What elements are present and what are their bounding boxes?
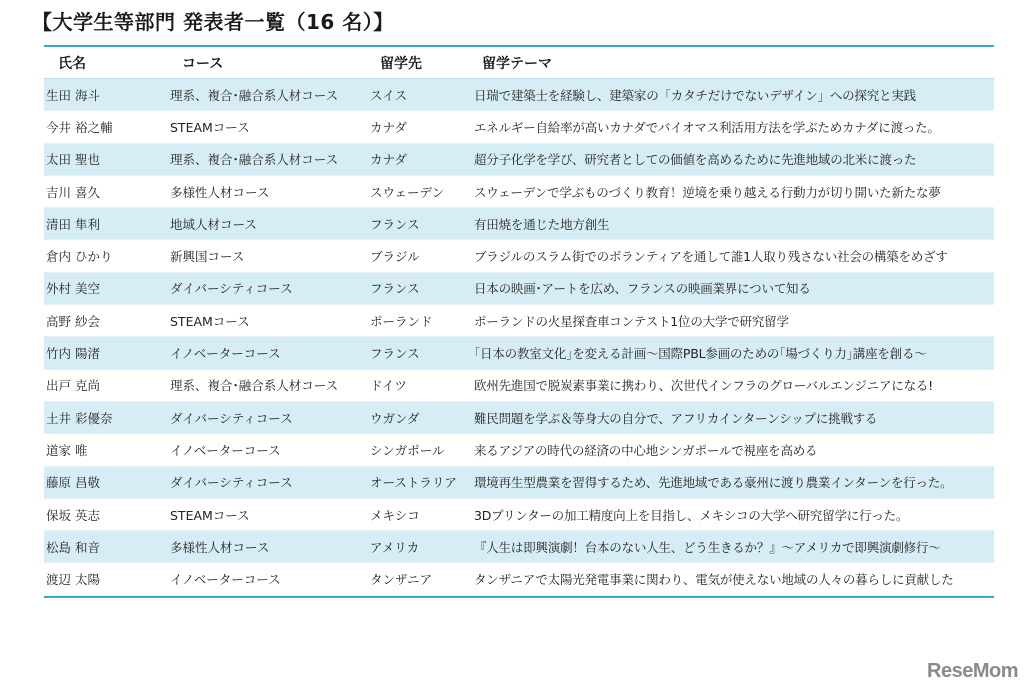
table-row [44,111,994,143]
cell-name: 道家 唯 [44,434,170,466]
cell-name: 清田 隼利 [44,208,170,240]
cell-destination: ドイツ [370,369,474,401]
cell-name: 高野 紗会 [44,305,170,337]
header-name: 氏名 [44,47,170,79]
table-row [44,434,994,466]
cell-course: STEAMコース [170,111,370,143]
cell-theme: スウェーデンで学ぶものづくり教育！逆境を乗り越える行動力が切り開いた新たな夢 [474,175,994,207]
table-row [44,175,994,207]
cell-name: 生田 海斗 [44,79,170,111]
cell-course: イノベーターコース [170,337,370,369]
cell-destination: フランス [370,337,474,369]
resemom-logo: ReseMom [927,660,1018,682]
table-bottom-rule [44,596,994,598]
table-row [44,563,994,595]
cell-name: 倉内 ひかり [44,240,170,272]
cell-name: 土井 彩優奈 [44,401,170,433]
table-header-row [44,47,994,79]
table-header [44,47,994,79]
cell-destination: ウガンダ [370,401,474,433]
presenter-table-container [44,45,994,598]
cell-name: 保坂 英志 [44,498,170,530]
header-theme: 留学テーマ [474,47,994,79]
cell-theme: 来るアジアの時代の経済の中心地シンガポールで視座を高める [474,434,994,466]
table-row [44,240,994,272]
cell-course: イノベーターコース [170,434,370,466]
cell-theme: 有田焼を通じた地方創生 [474,208,994,240]
cell-name: 出戸 克尚 [44,369,170,401]
cell-destination: カナダ [370,111,474,143]
cell-destination: タンザニア [370,563,474,595]
cell-destination: シンガポール [370,434,474,466]
page-title: 【大学生等部門 発表者一覧（16 名）】 [32,10,394,34]
cell-course: ダイバーシティコース [170,466,370,498]
presenter-table [44,47,994,596]
cell-course: 理系、複合･融合系人材コース [170,143,370,175]
cell-destination: ブラジル [370,240,474,272]
cell-theme: 『人生は即興演劇！台本のない人生、どう生きるか？』～アメリカで即興演劇修行～ [474,531,994,563]
table-row [44,305,994,337]
cell-course: 新興国コース [170,240,370,272]
table-row [44,401,994,433]
cell-theme: タンザニアで太陽光発電事業に関わり、電気が使えない地域の人々の暮らしに貢献した [474,563,994,595]
cell-theme: エネルギー自給率が高いカナダでバイオマス利活用方法を学ぶためカナダに渡った。 [474,111,994,143]
cell-course: ダイバーシティコース [170,401,370,433]
cell-course: ダイバーシティコース [170,272,370,304]
cell-destination: オーストラリア [370,466,474,498]
cell-destination: スウェーデン [370,175,474,207]
cell-destination: スイス [370,79,474,111]
cell-course: STEAMコース [170,305,370,337]
table-row [44,531,994,563]
cell-course: 多様性人材コース [170,175,370,207]
cell-name: 松島 和音 [44,531,170,563]
table-row [44,369,994,401]
table-row [44,272,994,304]
cell-theme: 難民問題を学ぶ＆等身大の自分で、アフリカインターンシップに挑戦する [474,401,994,433]
table-row [44,143,994,175]
cell-theme: 超分子化学を学び、研究者としての価値を高めるために先進地域の北米に渡った [474,143,994,175]
header-course: コース [170,47,370,79]
cell-theme: ｢日本の教室文化｣を変える計画～国際PBL参画のための｢場づくり力｣講座を創る～ [474,337,994,369]
cell-destination: フランス [370,208,474,240]
table-row [44,498,994,530]
header-destination: 留学先 [370,47,474,79]
cell-course: イノベーターコース [170,563,370,595]
cell-theme: 日本の映画･アートを広め、フランスの映画業界について知る [474,272,994,304]
cell-destination: フランス [370,272,474,304]
cell-destination: メキシコ [370,498,474,530]
table-row [44,466,994,498]
cell-theme: ポーランドの火星探査車コンテスト1位の大学で研究留学 [474,305,994,337]
cell-course: 多様性人材コース [170,531,370,563]
cell-theme: 欧州先進国で脱炭素事業に携わり、次世代インフラのグローバルエンジニアになる! [474,369,994,401]
table-body [44,79,994,596]
cell-theme: 3Dプリンターの加工精度向上を目指し、メキシコの大学へ研究留学に行った。 [474,498,994,530]
cell-name: 今井 裕之輔 [44,111,170,143]
cell-theme: ブラジルのスラム街でのボランティアを通して誰1人取り残さない社会の構築をめざす [474,240,994,272]
cell-course: 地域人材コース [170,208,370,240]
table-row [44,337,994,369]
cell-name: 藤原 昌敬 [44,466,170,498]
cell-destination: ポーランド [370,305,474,337]
cell-theme: 日瑞で建築士を経験し、建築家の「カタチだけでないデザイン」への探究と実践 [474,79,994,111]
cell-name: 竹内 陽渚 [44,337,170,369]
table-row [44,208,994,240]
table-row [44,79,994,111]
cell-name: 外村 美空 [44,272,170,304]
cell-course: STEAMコース [170,498,370,530]
cell-name: 太田 聖也 [44,143,170,175]
cell-course: 理系、複合･融合系人材コース [170,369,370,401]
cell-course: 理系、複合･融合系人材コース [170,79,370,111]
cell-destination: アメリカ [370,531,474,563]
cell-name: 渡辺 太陽 [44,563,170,595]
cell-name: 吉川 喜久 [44,175,170,207]
cell-theme: 環境再生型農業を習得するため、先進地域である豪州に渡り農業インターンを行った。 [474,466,994,498]
cell-destination: カナダ [370,143,474,175]
